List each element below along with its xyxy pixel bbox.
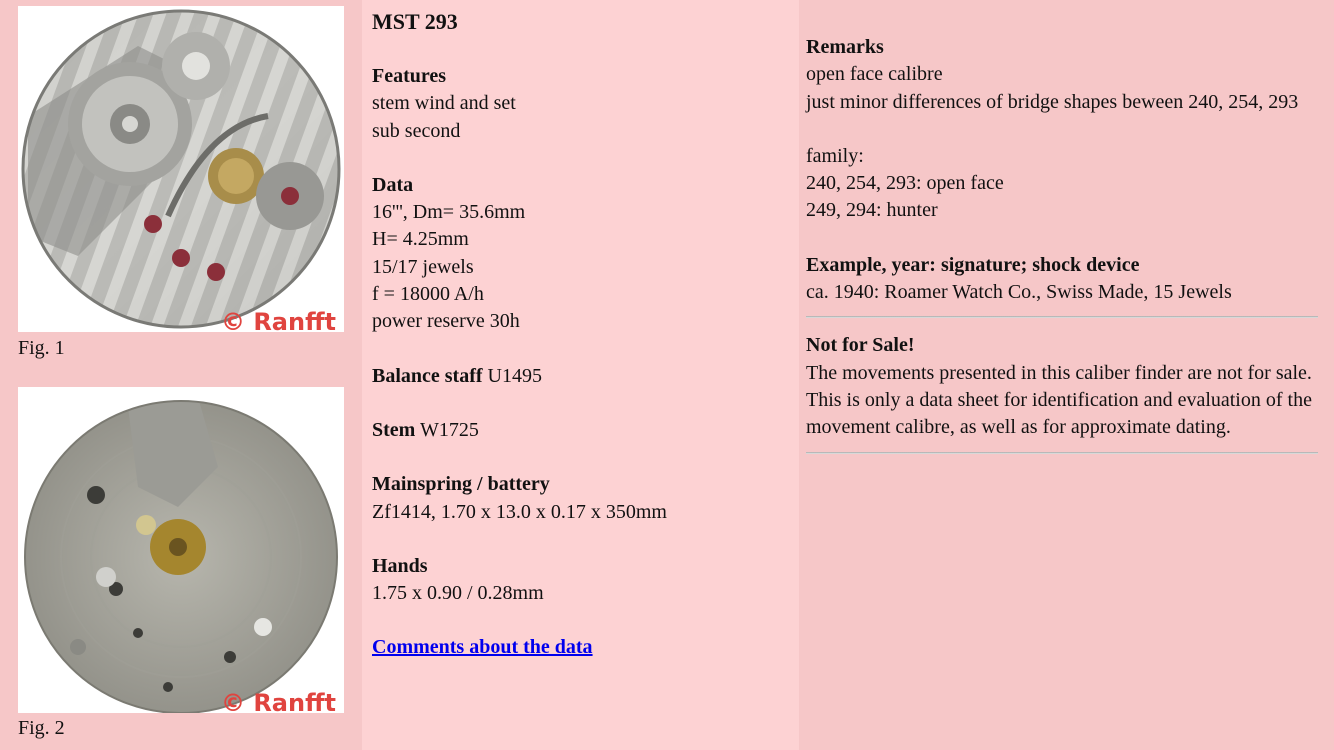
hands-heading: Hands bbox=[372, 554, 428, 577]
stem-section bbox=[372, 417, 792, 444]
data-line: 16''', Dm= 35.6mm bbox=[372, 201, 526, 224]
fig1-caption: Fig. 1 bbox=[18, 337, 65, 359]
data-heading: Data bbox=[372, 173, 414, 196]
data-column bbox=[362, 0, 799, 750]
hands-section bbox=[372, 553, 792, 608]
example-line: ca. 1940: Roamer Watch Co., Swiss Made, 15 Jewels bbox=[806, 281, 1232, 304]
data-line: 15/17 jewels bbox=[372, 255, 474, 278]
not-for-sale-text: The movements presented in this caliber finder are not for sale. This is only a data sheet for identification and evaluation of the movement calibre, as well as for approximate dating. bbox=[806, 361, 1312, 439]
watermark-fig2: © Ranfft bbox=[220, 689, 336, 713]
data-line: f = 18000 A/h bbox=[372, 283, 484, 306]
fig2-caption: Fig. 2 bbox=[18, 717, 65, 739]
balance-staff-label: Balance staff bbox=[372, 364, 483, 387]
remarks-line: open face calibre bbox=[806, 63, 943, 86]
comments-section bbox=[372, 634, 792, 661]
hands-value: 1.75 x 0.90 / 0.28mm bbox=[372, 582, 544, 605]
stem-label: Stem bbox=[372, 418, 416, 441]
watermark-fig1: © Ranfft bbox=[220, 308, 336, 332]
balance-staff-value: U1495 bbox=[487, 364, 542, 387]
remarks-section bbox=[806, 34, 1318, 116]
data-line: H= 4.25mm bbox=[372, 228, 469, 251]
page-title: MST 293 bbox=[372, 9, 458, 34]
remarks-line: just minor differences of bridge shapes beween 240, 254, 293 bbox=[806, 90, 1299, 113]
mainspring-heading: Mainspring / battery bbox=[372, 473, 550, 496]
features-section bbox=[372, 63, 792, 145]
remarks-column bbox=[799, 0, 1334, 750]
stem-value: W1725 bbox=[419, 418, 479, 441]
family-heading: family: bbox=[806, 144, 864, 167]
comments-link[interactable]: Comments about the data bbox=[372, 636, 593, 659]
separator bbox=[806, 316, 1318, 318]
figures-column bbox=[0, 0, 362, 750]
movement-photo-fig2 bbox=[18, 387, 344, 713]
movement-drawing-dial-side bbox=[18, 387, 344, 713]
movement-drawing-front bbox=[18, 6, 344, 332]
separator bbox=[806, 452, 1318, 454]
example-section bbox=[806, 252, 1318, 307]
family-line: 249, 294: hunter bbox=[806, 199, 938, 222]
not-for-sale-heading: Not for Sale! bbox=[806, 334, 915, 357]
family-section bbox=[806, 143, 1318, 225]
not-for-sale-section bbox=[806, 332, 1318, 441]
features-line: stem wind and set bbox=[372, 92, 516, 115]
mainspring-section bbox=[372, 471, 792, 526]
example-heading: Example, year: signature; shock device bbox=[806, 253, 1140, 276]
balance-staff-section bbox=[372, 363, 792, 390]
features-line: sub second bbox=[372, 119, 461, 142]
data-line: power reserve 30h bbox=[372, 310, 520, 333]
data-section bbox=[372, 172, 792, 336]
features-heading: Features bbox=[372, 65, 447, 87]
movement-photo-fig1 bbox=[18, 6, 344, 332]
mainspring-value: Zf1414, 1.70 x 13.0 x 0.17 x 350mm bbox=[372, 500, 667, 523]
remarks-heading: Remarks bbox=[806, 36, 884, 58]
family-line: 240, 254, 293: open face bbox=[806, 172, 1004, 195]
